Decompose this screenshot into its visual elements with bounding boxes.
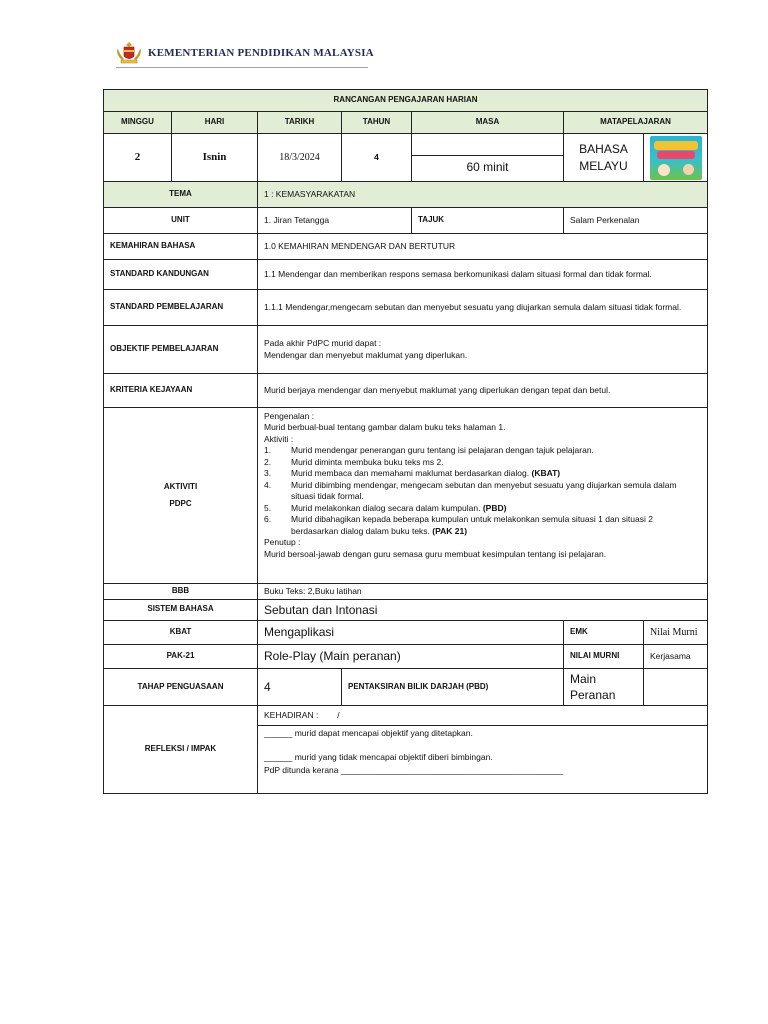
tarikh-value: 18/3/2024 [258, 134, 342, 182]
pbd-value: Main Peranan [564, 668, 644, 705]
col-tarikh: TARIKH [258, 112, 342, 134]
masa-blank [412, 137, 563, 156]
aktiviti-item-tag: (KBAT) [531, 468, 561, 479]
unit-value: 1. Jiran Tetangga [258, 208, 412, 234]
bbb-value: Buku Teks: 2,Buku latihan [258, 584, 708, 600]
aktiviti-item-body: Murid dibahagikan kepada beberapa kumpulan untuk melakonkan semula situasi 1 dan situasi 2 berdasarkan dialog dalam buku teks. [291, 514, 653, 536]
objektif-value [258, 326, 708, 374]
aktiviti-item-text [291, 457, 701, 468]
aktiviti-item-body: Murid dibimbing mendengar, mengecam sebutan dan menyebut sesuatu yang diujarkan semula dalam situasi tidak formal. [291, 479, 677, 502]
tema-label: TEMA [104, 182, 258, 208]
aktiviti-item-number: 6. [264, 514, 272, 525]
aktiviti-content [258, 408, 708, 584]
aktiviti-item-text [291, 445, 701, 456]
nilai-murni-label: NILAI MURNI [564, 644, 644, 668]
penutup-label: Penutup : [264, 537, 301, 548]
col-masa: MASA [412, 112, 564, 134]
sistem-bahasa-value: Sebutan dan Intonasi [258, 599, 708, 620]
aktiviti-item [264, 457, 701, 468]
header-divider [116, 67, 368, 68]
objektif-line-2: Mendengar dan menyebut maklumat yang diperlukan. [264, 349, 468, 360]
kbat-label: KBAT [104, 620, 258, 644]
tahap-label: TAHAP PENGUASAAN [104, 668, 258, 705]
aktiviti-item [264, 480, 701, 503]
aktiviti-item-body: Murid membaca dan memahami maklumat berdasarkan dialog. [291, 468, 530, 479]
aktiviti-label-line-2: PDPC [169, 498, 192, 508]
refleksi-label: REFLEKSI / IMPAK [104, 706, 258, 794]
kriteria-label: KRITERIA KEJAYAAN [104, 374, 258, 408]
aktiviti-item-body: Murid diminta membuka buku teks ms 2. [291, 456, 444, 467]
minggu-value: 2 [104, 134, 172, 182]
tajuk-value: Salam Perkenalan [564, 208, 708, 234]
refleksi-content [258, 726, 708, 794]
standard-pembelajaran-value: 1.1.1 Mendengar,mengecam sebutan dan menyebut sesuatu yang diujarkan semula dalam situasi tidak formal. [258, 290, 708, 326]
nilai-murni-value: Kerjasama [644, 644, 708, 668]
masa-value: 60 minit [466, 159, 509, 174]
ministry-name: KEMENTERIAN PENDIDIKAN MALAYSIA [148, 47, 374, 59]
pak21-label: PAK-21 [104, 644, 258, 668]
tajuk-label: TAJUK [412, 208, 564, 234]
aktiviti-item [264, 514, 701, 537]
pbd-label: PENTAKSIRAN BILIK DARJAH (PBD) [342, 668, 564, 705]
emk-value: Nilai Murni [644, 620, 708, 644]
standard-pembelajaran-label: STANDARD PEMBELAJARAN [104, 290, 258, 326]
matapelajaran-value: BAHASA MELAYU [564, 134, 644, 182]
sistem-bahasa-label: SISTEM BAHASA [104, 599, 258, 620]
aktiviti-item-text [291, 468, 701, 479]
col-minggu: MINGGU [104, 112, 172, 134]
standard-kandungan-label: STANDARD KANDUNGAN [104, 260, 258, 290]
pengenalan-text: Murid berbual-bual tentang gambar dalam buku teks halaman 1. [264, 422, 506, 433]
col-matapelajaran: MATAPELAJARAN [564, 112, 708, 134]
tahun-value: 4 [342, 134, 412, 182]
refleksi-line-3: PdP ditunda kerana _______________________________________________ [264, 765, 564, 776]
kemahiran-value: 1.0 KEMAHIRAN MENDENGAR DAN BERTUTUR [258, 234, 708, 260]
aktiviti-item-number: 1. [264, 445, 272, 456]
bahasa-melayu-textbook-cover-icon [650, 136, 702, 180]
refleksi-line-2: ______ murid yang tidak mencapai objektif diberi bimbingan. [264, 751, 493, 762]
refleksi-line-1: ______ murid dapat mencapai objektif yang ditetapkan. [264, 728, 473, 739]
aktiviti-item-text [291, 514, 701, 537]
penutup-text: Murid bersoal-jawab dengan guru semasa guru membuat kesimpulan tentang isi pelajaran. [264, 548, 607, 559]
aktiviti-label-line-1: AKTIVITI [163, 481, 198, 491]
masa-cell [412, 134, 564, 182]
page-header [116, 40, 374, 66]
kemahiran-label: KEMAHIRAN BAHASA [104, 234, 258, 260]
textbook-cover-cell [644, 134, 708, 182]
aktiviti-item-number: 4. [264, 479, 272, 490]
aktiviti-item-number: 5. [264, 502, 272, 513]
objektif-line-1: Pada akhir PdPC murid dapat : [264, 338, 382, 349]
bbb-label: BBB [104, 584, 258, 600]
hari-value: Isnin [172, 134, 258, 182]
pbd-blank [644, 668, 708, 705]
pak21-value: Role-Play (Main peranan) [258, 644, 564, 668]
unit-label: UNIT [104, 208, 258, 234]
kriteria-value: Murid berjaya mendengar dan menyebut maklumat yang diperlukan dengan tepat dan betul. [258, 374, 708, 408]
aktiviti-item-text [291, 503, 701, 514]
pengenalan-label: Pengenalan : [264, 411, 315, 421]
standard-kandungan-value: 1.1 Mendengar dan memberikan respons semasa berkomunikasi dalam situasi formal dan tidak formal. [258, 260, 708, 290]
aktiviti-item-body: Murid mendengar penerangan guru tentang isi pelajaran dengan tajuk pelajaran. [291, 445, 594, 456]
col-tahun: TAHUN [342, 112, 412, 134]
kbat-value: Mengaplikasi [258, 620, 564, 644]
tahap-value: 4 [258, 668, 342, 705]
plan-title: RANCANGAN PENGAJARAN HARIAN [104, 90, 708, 112]
objektif-label: OBJEKTIF PEMBELAJARAN [104, 326, 258, 374]
aktiviti-item-number: 3. [264, 468, 272, 479]
aktiviti-item [264, 468, 701, 479]
aktiviti-item [264, 445, 701, 456]
malaysia-coat-of-arms-icon [116, 41, 142, 65]
kehadiran-value: KEHADIRAN : / [258, 706, 708, 726]
aktiviti-label [104, 408, 258, 584]
tema-value: 1 : KEMASYARAKATAN [258, 182, 708, 208]
aktiviti-item-number: 2. [264, 456, 272, 467]
emk-label: EMK [564, 620, 644, 644]
aktiviti-item-tag: (PBD) [482, 502, 507, 513]
aktiviti-item-body: Murid melakonkan dialog secara dalam kumpulan. [291, 502, 481, 513]
daily-lesson-plan-table [103, 89, 708, 794]
aktiviti-item-text [291, 480, 701, 503]
col-hari: HARI [172, 112, 258, 134]
aktiviti-item [264, 503, 701, 514]
aktiviti-item-tag: (PAK 21) [432, 525, 468, 536]
aktiviti-heading: Aktiviti : [264, 433, 294, 444]
aktiviti-list [264, 445, 701, 537]
